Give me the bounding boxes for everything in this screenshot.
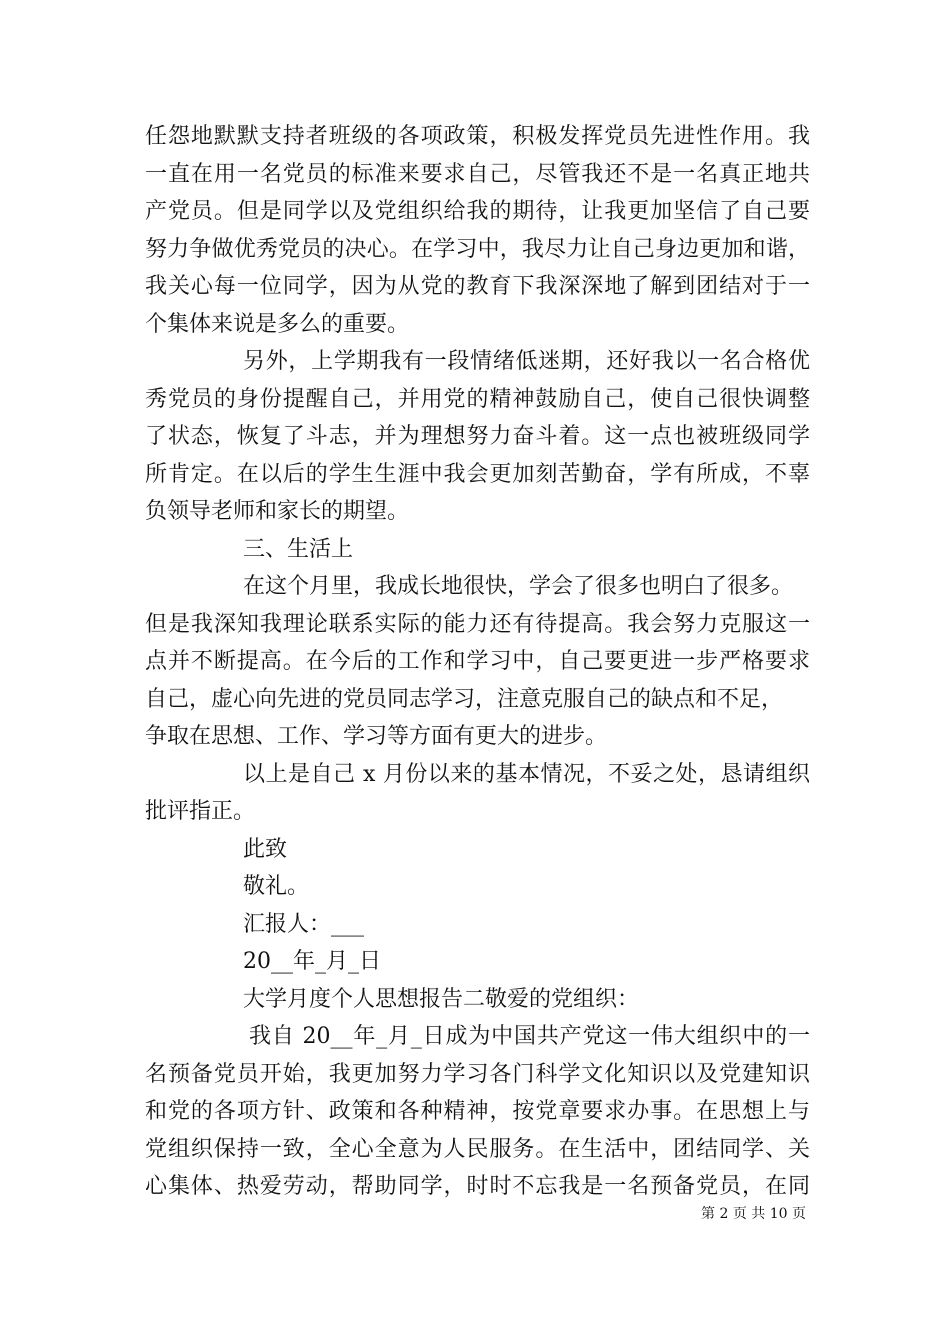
- date-line: 20__年_月_日: [243, 949, 381, 974]
- text-line: 所肯定。在以后的学生生涯中我会更加刻苦勤奋，学有所成，不辜: [145, 461, 810, 487]
- text-line: 批评指正。: [145, 799, 256, 824]
- section-heading: 三、生活上: [243, 536, 354, 562]
- text-line: 和党的各项方针、政策和各种精神，按党章要求办事。在思想上与: [145, 1099, 810, 1124]
- paragraph-start-line: 我自 20__年_月_日成为中国共产党这一伟大组织中的一: [249, 1024, 810, 1049]
- text-line: 任怨地默默支持者班级的各项政策，积极发挥党员先进性作用。我: [145, 124, 810, 149]
- page-number-footer: 第 2 页 共 10 页: [701, 1206, 806, 1222]
- text-line: 自己，虚心向先进的党员同志学习，注意克服自己的缺点和不足，: [145, 686, 784, 712]
- text-line: 争取在思想、工作、学习等方面有更大的进步。: [145, 724, 608, 749]
- salutation-line: 此致: [243, 836, 288, 862]
- document-page: [145, 118, 810, 1206]
- text-line: 负领导老师和家长的期望。: [145, 499, 410, 524]
- text-line: 个集体来说是多么的重要。: [145, 311, 410, 337]
- text-line: 了状态，恢复了斗志，并为理想努力奋斗着。这一点也被班级同学: [145, 424, 810, 449]
- report-title-line: 大学月度个人思想报告二敬爱的党组织：: [243, 986, 640, 1012]
- text-line: 我关心每一位同学，因为从党的教育下我深深地了解到团结对于一: [145, 274, 810, 299]
- paragraph-start-line: 在这个月里，我成长地很快，学会了很多也明白了很多。: [243, 574, 794, 599]
- text-line: 名预备党员开始，我更加努力学习各门科学文化知识以及党建知识: [145, 1061, 810, 1087]
- text-line: 点并不断提高。在今后的工作和学习中，自己要更进一步严格要求: [145, 649, 810, 674]
- text-line: 一直在用一名党员的标准来要求自己，尽管我还不是一名真正地共: [145, 161, 810, 187]
- salutation-line: 敬礼。: [243, 874, 310, 899]
- text-line: 努力争做优秀党员的决心。在学习中，我尽力让自己身边更加和谐，: [145, 236, 810, 262]
- text-line: 党组织保持一致，全心全意为人民服务。在生活中，团结同学、关: [145, 1136, 810, 1162]
- text-line: 心集体、热爱劳动，帮助同学，时时不忘我是一名预备党员，在同: [145, 1174, 810, 1199]
- reporter-line: 汇报人：___: [243, 911, 365, 937]
- text-line: 秀党员的身份提醒自己，并用党的精神鼓励自己，使自己很快调整: [145, 386, 810, 412]
- text-line: 但是我深知我理论联系实际的能力还有待提高。我会努力克服这一: [145, 611, 810, 637]
- text-line: 产党员。但是同学以及党组织给我的期待，让我更加坚信了自己要: [145, 199, 810, 224]
- paragraph-start-line: 另外，上学期我有一段情绪低迷期，还好我以一名合格优: [243, 349, 810, 374]
- paragraph-start-line: 以上是自己 x 月份以来的基本情况，不妥之处，恳请组织: [243, 761, 810, 787]
